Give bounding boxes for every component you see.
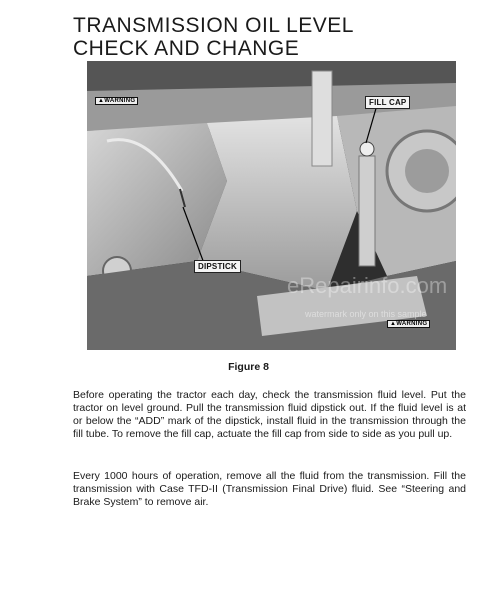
figure-photo <box>87 61 456 350</box>
dipstick-callout: DIPSTICK <box>194 260 241 273</box>
warning-label: ▲WARNING <box>387 320 430 328</box>
paragraph-fluid-change: Every 1000 hours of operation, remove all the fluid from the transmission. Fill the transmission with Case TFD-II (Transmission Final Drive) fluid. See “Steering and Brake System” to remove air. <box>73 470 466 508</box>
paragraph-daily-check: Before operating the tractor each day, check the transmission fluid level. Put the tractor on level ground. Pull the transmission fluid dipstick out. If the fluid level is at or below the “ADD” mark of the dipstick, install fluid in the transmission through the fill tube. To remove the fill cap, actuate the fill cap from side to side as you pull up. <box>73 389 466 440</box>
watermark: eRepairinfo.com <box>287 273 448 298</box>
watermark-note: watermark only on this sample <box>305 309 427 319</box>
fill-cap-callout: FILL CAP <box>365 96 410 109</box>
figure-caption: Figure 8 <box>228 361 269 373</box>
page-title <box>73 14 473 60</box>
page-title-line2: CHECK AND CHANGE <box>73 37 300 60</box>
warning-label: ▲WARNING <box>95 97 138 105</box>
page-title-line1: TRANSMISSION OIL LEVEL <box>73 14 354 37</box>
